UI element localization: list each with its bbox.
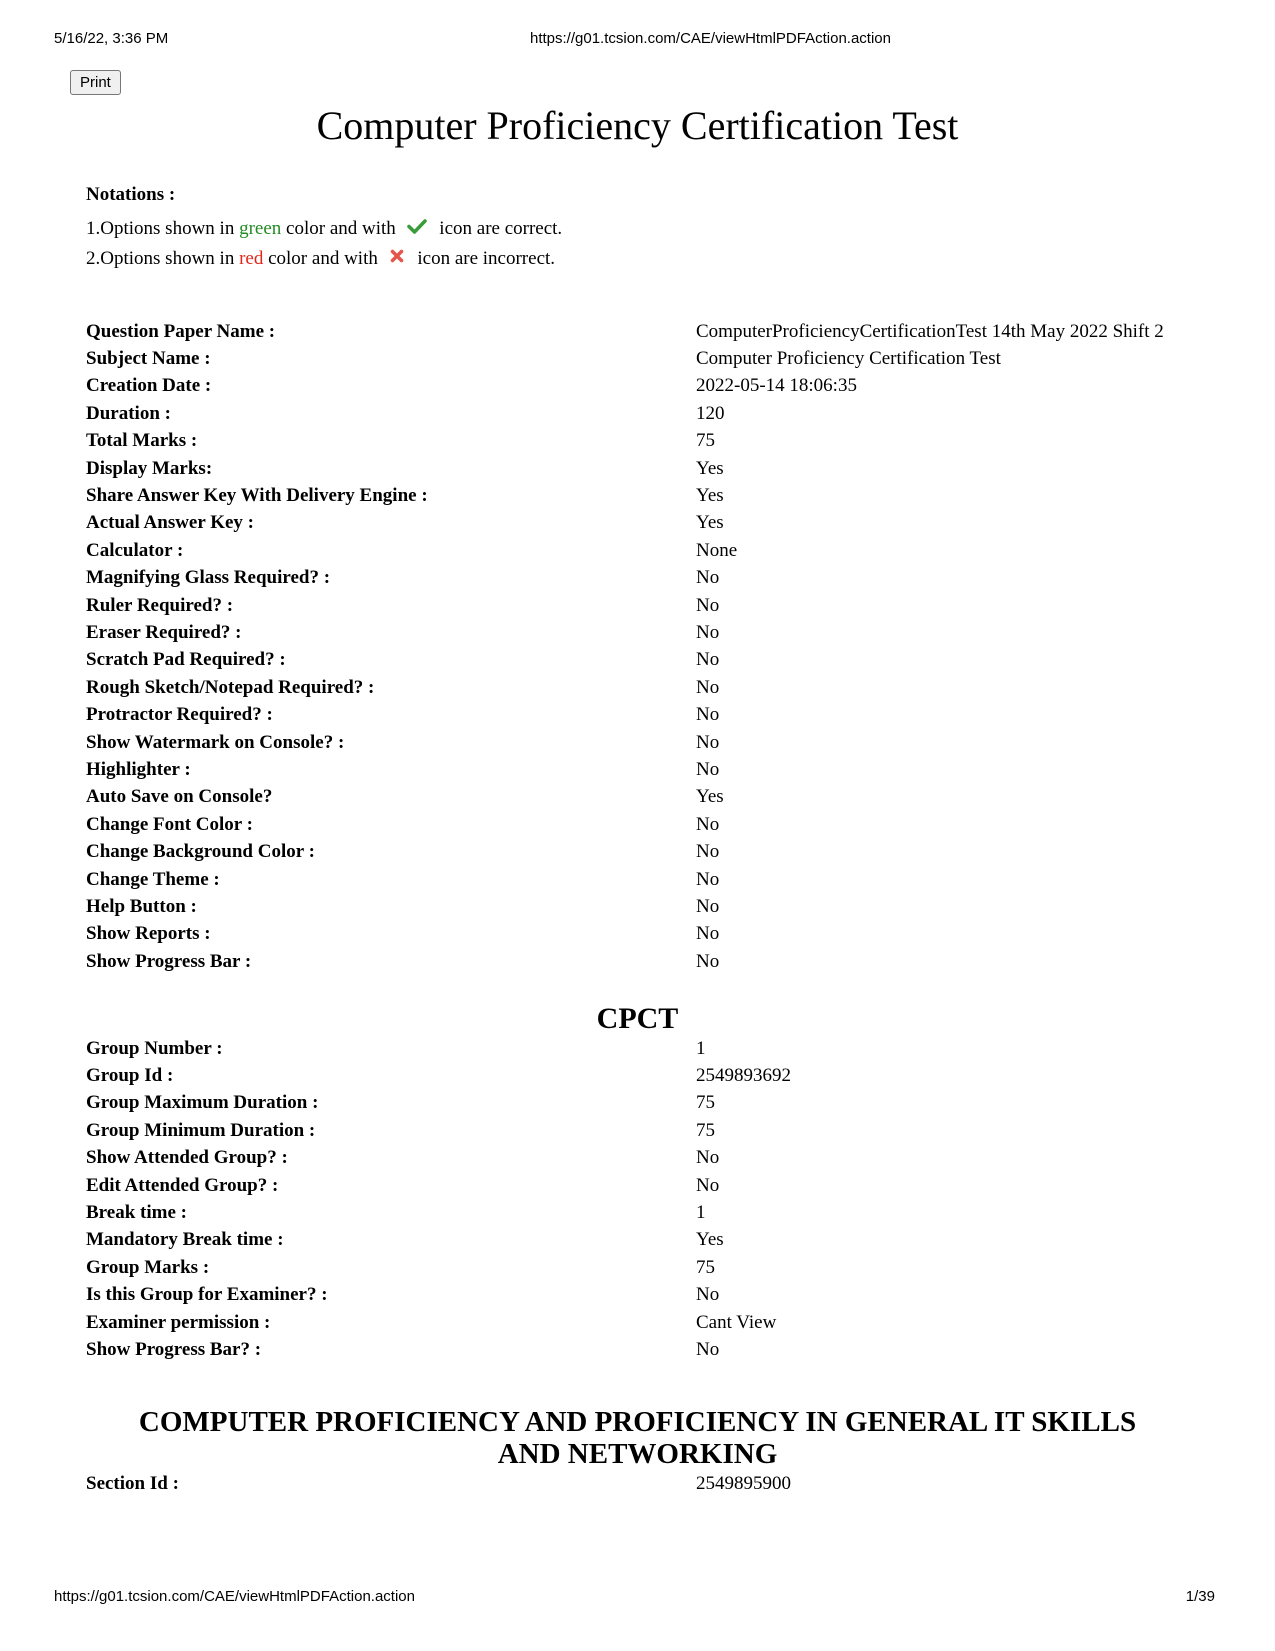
print-button[interactable]: Print [70, 70, 121, 95]
paper-info-row [86, 838, 1226, 865]
field-label: Calculator : [86, 539, 184, 561]
paper-info-row [86, 729, 1226, 756]
field-value: No [696, 1147, 720, 1169]
field-value: ComputerProficiencyCertificationTest 14th May 2022 Shift 2 [696, 320, 1164, 342]
field-value: Yes [696, 786, 724, 808]
field-label: Group Marks : [86, 1256, 210, 1278]
field-label: Actual Answer Key : [86, 512, 254, 534]
field-label: Show Progress Bar? : [86, 1338, 262, 1360]
paper-info-row [86, 619, 1226, 646]
field-value: Computer Proficiency Certification Test [696, 348, 1001, 370]
field-value: Yes [696, 512, 724, 534]
field-value: 1 [696, 1202, 706, 1224]
paper-info-row [86, 345, 1226, 372]
print-datetime: 5/16/22, 3:36 PM [54, 30, 169, 47]
field-label: Magnifying Glass Required? : [86, 567, 331, 589]
notations-label: Notations : [86, 184, 176, 205]
field-value: Cant View [696, 1311, 777, 1333]
field-value: No [696, 841, 720, 863]
field-label: Highlighter : [86, 758, 191, 780]
paper-info-table [86, 318, 1226, 975]
paper-info-row [86, 510, 1226, 537]
field-label: Group Id : [86, 1065, 174, 1087]
field-value: 2022-05-14 18:06:35 [696, 375, 857, 397]
field-value: Yes [696, 457, 724, 479]
group-info-row [86, 1254, 1226, 1281]
field-label: Question Paper Name : [86, 320, 276, 342]
field-label: Ruler Required? : [86, 594, 234, 616]
field-label: Examiner permission : [86, 1311, 271, 1333]
field-value: 2549893692 [696, 1065, 791, 1087]
field-value: No [696, 895, 720, 917]
notation-text: 1.Options shown in [86, 218, 240, 239]
section-heading-line2: AND NETWORKING [497, 1438, 778, 1470]
field-value: 75 [696, 1092, 715, 1114]
field-label: Change Background Color : [86, 841, 315, 863]
field-label: Change Font Color : [86, 813, 253, 835]
paper-info-row [86, 756, 1226, 783]
print-footer-url: https://g01.tcsion.com/CAE/viewHtmlPDFAction.action [54, 1588, 415, 1605]
notation-line-correct [86, 214, 562, 244]
field-label: Show Attended Group? : [86, 1147, 288, 1169]
field-label: Share Answer Key With Delivery Engine : [86, 485, 428, 507]
field-label: Auto Save on Console? [86, 786, 273, 808]
notations-block [86, 184, 562, 274]
field-label: Display Marks: [86, 457, 213, 479]
paper-info-row [86, 893, 1226, 920]
print-header-url: https://g01.tcsion.com/CAE/viewHtmlPDFAction.action [530, 30, 891, 47]
page-title: Computer Proficiency Certification Test [316, 103, 959, 148]
field-value: 2549895900 [696, 1472, 791, 1494]
notation-text: 2.Options shown in [86, 248, 240, 269]
field-value: No [696, 649, 720, 671]
field-value: No [696, 923, 720, 945]
group-info-row [86, 1062, 1226, 1089]
field-label: Show Watermark on Console? : [86, 731, 345, 753]
group-info-row [86, 1336, 1226, 1363]
field-label: Total Marks : [86, 430, 198, 452]
field-value: No [696, 676, 720, 698]
paper-info-row [86, 701, 1226, 728]
group-info-row [86, 1199, 1226, 1226]
group-info-row [86, 1090, 1226, 1117]
paper-info-row [86, 784, 1226, 811]
field-label: Group Number : [86, 1037, 223, 1059]
field-value: No [696, 567, 720, 589]
notation-color-word-red: red [239, 248, 264, 269]
paper-info-row [86, 537, 1226, 564]
field-label: Group Minimum Duration : [86, 1119, 316, 1141]
paper-info-row [86, 948, 1226, 975]
field-value: No [696, 704, 720, 726]
field-label: Subject Name : [86, 348, 211, 370]
field-value: No [696, 1284, 720, 1306]
notation-text: color and with [263, 248, 383, 269]
notation-line-incorrect [86, 244, 562, 274]
field-value: No [696, 950, 720, 972]
paper-info-row [86, 455, 1226, 482]
field-value: Yes [696, 1229, 724, 1251]
field-label: Duration : [86, 402, 171, 424]
paper-info-row [86, 565, 1226, 592]
paper-info-row [86, 318, 1226, 345]
paper-info-row [86, 811, 1226, 838]
check-icon [407, 218, 427, 240]
field-value: No [696, 758, 720, 780]
field-value: 75 [696, 1119, 715, 1141]
notation-text: icon are incorrect. [412, 248, 556, 269]
field-label: Scratch Pad Required? : [86, 649, 286, 671]
field-label: Group Maximum Duration : [86, 1092, 319, 1114]
field-value: No [696, 1338, 720, 1360]
field-label: Mandatory Break time : [86, 1229, 284, 1251]
notation-color-word-green: green [239, 218, 282, 239]
field-label: Is this Group for Examiner? : [86, 1284, 328, 1306]
field-value: No [696, 731, 720, 753]
field-label: Rough Sketch/Notepad Required? : [86, 676, 375, 698]
group-info-table [86, 1035, 1226, 1364]
group-info-row [86, 1145, 1226, 1172]
paper-info-row [86, 674, 1226, 701]
field-label: Break time : [86, 1202, 187, 1224]
paper-info-row [86, 647, 1226, 674]
section-info-table [86, 1470, 1226, 1497]
group-heading: CPCT [596, 1002, 679, 1035]
field-label: Edit Attended Group? : [86, 1174, 279, 1196]
notation-text: icon are correct. [434, 218, 563, 239]
paper-info-row [86, 373, 1226, 400]
field-label: Show Progress Bar : [86, 950, 252, 972]
field-value: No [696, 621, 720, 643]
page-number: 1/39 [1185, 1588, 1215, 1605]
section-heading-line1: COMPUTER PROFICIENCY AND PROFICIENCY IN GENERAL IT SKILLS [138, 1406, 1137, 1438]
field-label: Protractor Required? : [86, 704, 273, 726]
paper-info-row [86, 428, 1226, 455]
group-info-row [86, 1035, 1226, 1062]
paper-info-row [86, 921, 1226, 948]
field-value: 1 [696, 1037, 706, 1059]
field-value: 75 [696, 1256, 715, 1278]
field-value: 75 [696, 430, 715, 452]
group-info-row [86, 1227, 1226, 1254]
field-value: No [696, 868, 720, 890]
group-info-row [86, 1282, 1226, 1309]
field-value: No [696, 594, 720, 616]
field-label: Eraser Required? : [86, 621, 242, 643]
section-heading [0, 1406, 1275, 1470]
cross-icon [389, 248, 405, 270]
section-info-row [86, 1470, 1226, 1497]
paper-info-row [86, 400, 1226, 427]
field-value: No [696, 1174, 720, 1196]
group-info-row [86, 1117, 1226, 1144]
field-label: Section Id : [86, 1472, 179, 1494]
field-value: None [696, 539, 738, 561]
paper-info-row [86, 592, 1226, 619]
paper-info-row [86, 482, 1226, 509]
group-info-row [86, 1172, 1226, 1199]
paper-info-row [86, 866, 1226, 893]
field-label: Creation Date : [86, 375, 212, 397]
group-info-row [86, 1309, 1226, 1336]
field-value: 120 [696, 402, 725, 424]
field-label: Change Theme : [86, 868, 220, 890]
notation-text: color and with [281, 218, 401, 239]
field-value: No [696, 813, 720, 835]
field-label: Help Button : [86, 895, 197, 917]
field-value: Yes [696, 485, 724, 507]
field-label: Show Reports : [86, 923, 211, 945]
